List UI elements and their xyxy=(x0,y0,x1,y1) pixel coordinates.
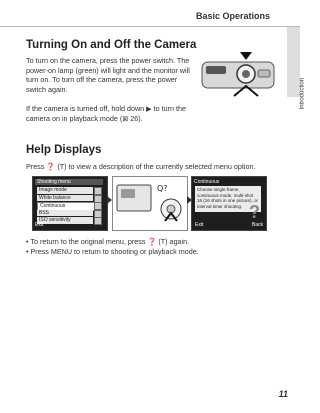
svg-text:Q?: Q? xyxy=(157,184,168,193)
help-description: Choose single frame, continuous mode, multi-shot 16 (16 shots in one picture), or interval timer shooting. xyxy=(195,186,261,212)
menu-item-continuous[interactable]: Continuous xyxy=(37,202,95,211)
menu-item-bss[interactable]: BSS xyxy=(37,210,93,217)
help-back-label: Back xyxy=(251,222,263,228)
help-exit-label: Exit xyxy=(195,222,204,228)
screen-shooting-menu xyxy=(32,176,108,231)
menu-item-white-balance[interactable]: White balance xyxy=(37,195,93,202)
page-number: 11 xyxy=(278,389,288,399)
bullet-return: • To return to the original menu, press ❓ (T) again. xyxy=(26,237,199,247)
header-rule xyxy=(0,26,300,27)
camera-top-illustration xyxy=(200,50,276,100)
help-title: Continuous xyxy=(194,179,220,185)
help-bullet-list xyxy=(26,237,199,257)
menu-item-image-mode[interactable]: Image mode xyxy=(37,187,93,194)
menu-mode-icon xyxy=(94,217,102,225)
menu-item-iso[interactable]: ISO sensitivity xyxy=(37,217,93,224)
menu-title: Shooting menu xyxy=(35,179,103,185)
camera-back-illustration xyxy=(112,176,188,231)
screen-help-continuous xyxy=(191,176,267,231)
playback-paragraph: If the camera is turned off, hold down ▶ to turn the camera on in playback mode (⊠ 26). xyxy=(26,104,187,123)
bullet-menu: • Press MENU to return to shooting or playback mode. xyxy=(26,247,199,257)
question-mark-icon: ? xyxy=(249,202,260,222)
menu-exit-label: Exit xyxy=(35,222,44,228)
section-title-help: Help Displays xyxy=(26,144,102,156)
power-paragraph: To turn on the camera, press the power switch. The power-on lamp (green) will light and the monitor will turn on. To turn off the camera, press the power switch again. xyxy=(26,56,190,94)
help-intro: Press ❓ (T) to view a description of the currently selected menu option. xyxy=(26,162,256,171)
section-title-power: Turning On and Off the Camera xyxy=(26,39,197,51)
running-head: Basic Operations xyxy=(195,11,270,21)
side-tab-label: Introduction xyxy=(299,78,305,110)
side-tab xyxy=(287,27,300,97)
